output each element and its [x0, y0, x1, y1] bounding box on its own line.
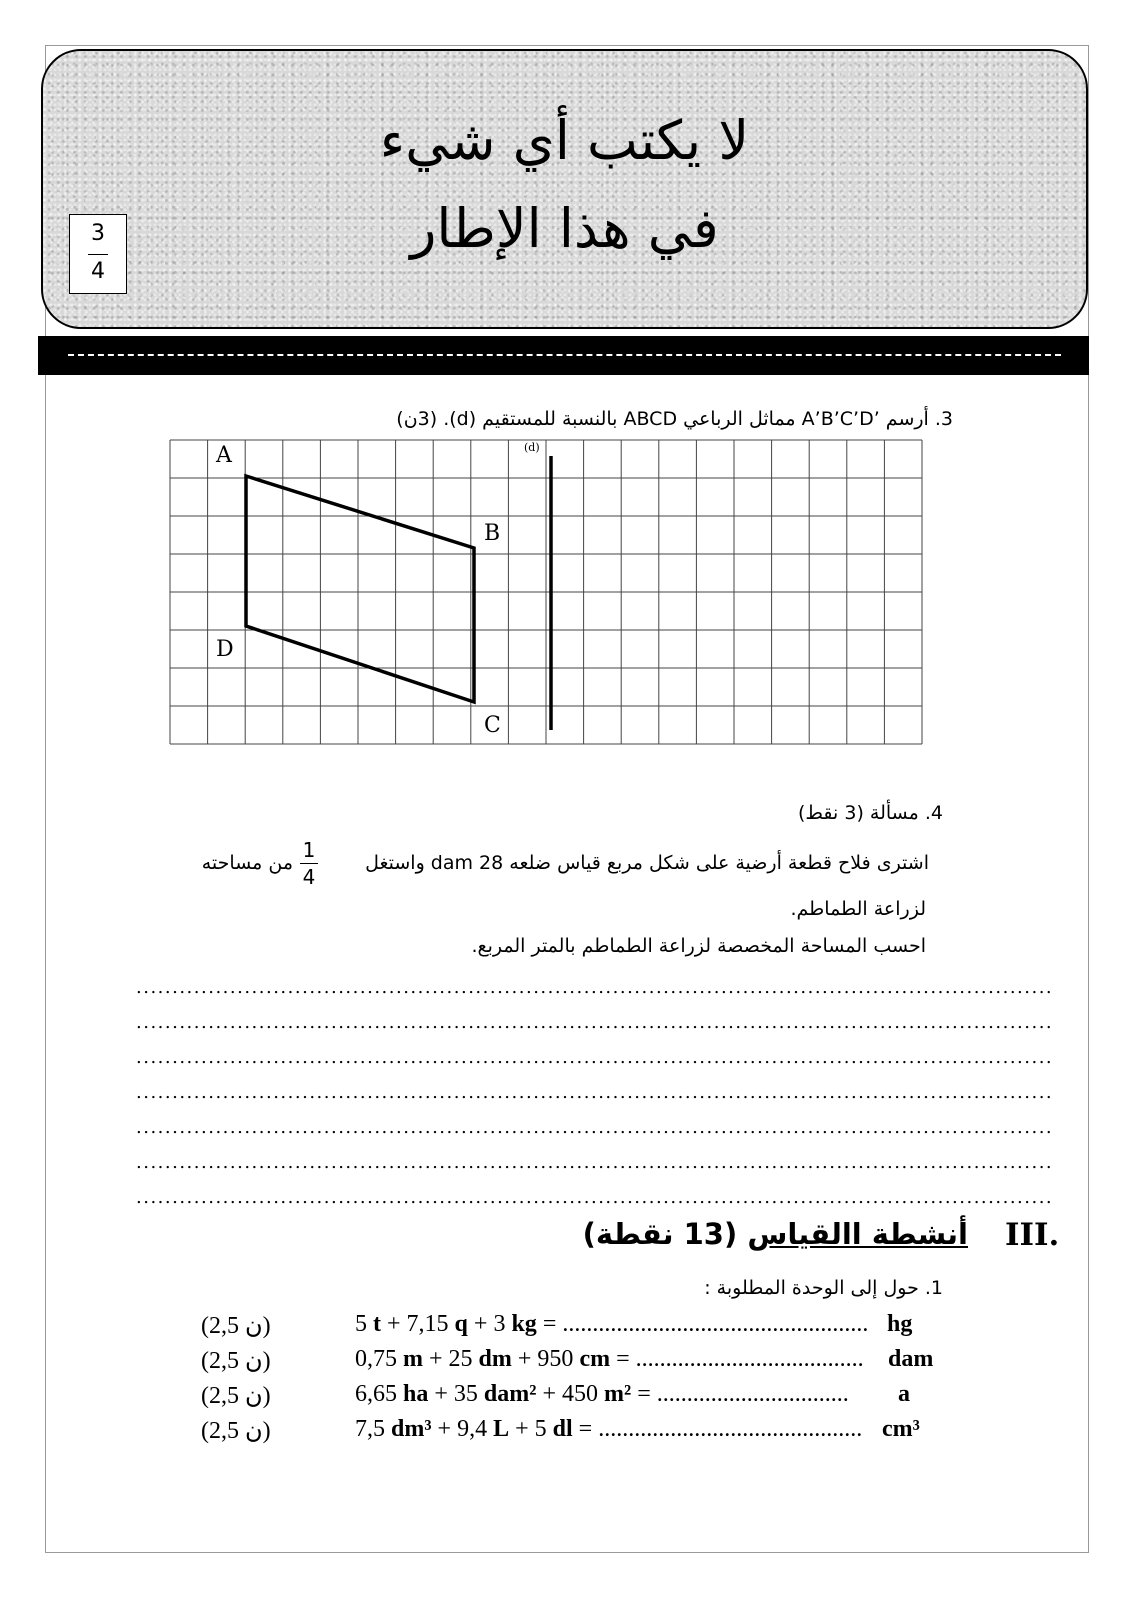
answer-line: ...............................................................................................................................	[136, 1012, 1054, 1033]
answer-line: ...............................................................................................................................	[136, 1047, 1054, 1068]
answer-line: ...............................................................................................................................	[136, 1082, 1054, 1103]
answer-line: ...............................................................................................................................	[136, 1187, 1054, 1208]
exercise4-line1b: من مساحته	[201, 852, 293, 874]
exercise4-line2: لزراعة الطماطم.	[790, 898, 926, 920]
exercise3-statement: 3. أرسم ’A’B’C’D مماثل الرباعي ABCD بالنسبة للمستقيم (d). (3ن)	[396, 408, 953, 430]
answer-line: ...............................................................................................................................	[136, 1152, 1054, 1173]
conversion-expression: 5 t + 7,15 q + 3 kg = ...................................................	[355, 1311, 869, 1337]
section-title-points: (13 نقطة)	[582, 1217, 748, 1251]
fraction-line	[300, 863, 318, 864]
section-title-underlined: أنشطة االقياس	[747, 1217, 968, 1251]
section-title	[583, 1217, 968, 1251]
conversion-target-unit: cm³	[882, 1416, 920, 1442]
page-number: 3	[91, 221, 105, 246]
section-number: III.	[1005, 1217, 1060, 1253]
label-b: B	[484, 521, 501, 546]
conversion-expression: 0,75 m + 25 dm + 950 cm = ......................................	[355, 1346, 864, 1372]
conversion-row	[0, 1311, 1131, 1345]
conversion-row	[0, 1346, 1131, 1380]
conversion-expression: 6,65 ha + 35 dam² + 450 m² = ................................	[355, 1381, 849, 1407]
answer-line: ...............................................................................................................................	[136, 1117, 1054, 1138]
answer-line: ...............................................................................................................................	[136, 977, 1054, 998]
conversion-points: (2,5 ن)	[201, 1383, 271, 1409]
header-notice-line1: لا يكتب أي شيء	[379, 109, 750, 172]
conversion-row	[0, 1381, 1131, 1415]
header-frame	[41, 49, 1088, 329]
conversion-row	[0, 1416, 1131, 1450]
cut-line	[68, 354, 1061, 356]
grid-lines	[170, 440, 922, 744]
exercise4-line1a: اشترى فلاح قطعة أرضية على شكل مربع قياس ضلعه 28 dam واستغل	[365, 852, 929, 874]
cut-line-bar	[38, 336, 1089, 375]
conversion-points: (2,5 ن)	[201, 1348, 271, 1374]
fraction-denominator: 4	[302, 865, 316, 889]
page-total: 4	[91, 259, 105, 284]
conversion-points: (2,5 ن)	[201, 1313, 271, 1339]
conversion-expression: 7,5 dm³ + 9,4 L + 5 dl = ............................................	[355, 1416, 863, 1442]
exercise4-title: 4. مسألة (3 نقط)	[797, 802, 943, 824]
label-a: A	[216, 443, 232, 468]
label-c: C	[484, 713, 501, 738]
header-notice-line2: في هذا الإطار	[410, 197, 719, 260]
conversion-points: (2,5 ن)	[201, 1418, 271, 1444]
grid-figure	[168, 438, 928, 748]
conversion-target-unit: hg	[887, 1311, 913, 1337]
conversion-target-unit: dam	[888, 1346, 934, 1372]
fraction-bar	[88, 254, 108, 255]
fraction-quarter	[298, 838, 320, 889]
conversion-target-unit: a	[898, 1381, 910, 1407]
fraction-numerator: 1	[302, 838, 316, 862]
exercise4-line3: احسب المساحة المخصصة لزراعة الطماطم بالمتر المربع.	[471, 935, 926, 957]
conversion-instruction: 1. حول إلى الوحدة المطلوبة :	[704, 1277, 943, 1299]
label-d: D	[216, 637, 234, 662]
page-number-box	[69, 214, 127, 294]
label-axis-d: (d)	[524, 441, 540, 454]
